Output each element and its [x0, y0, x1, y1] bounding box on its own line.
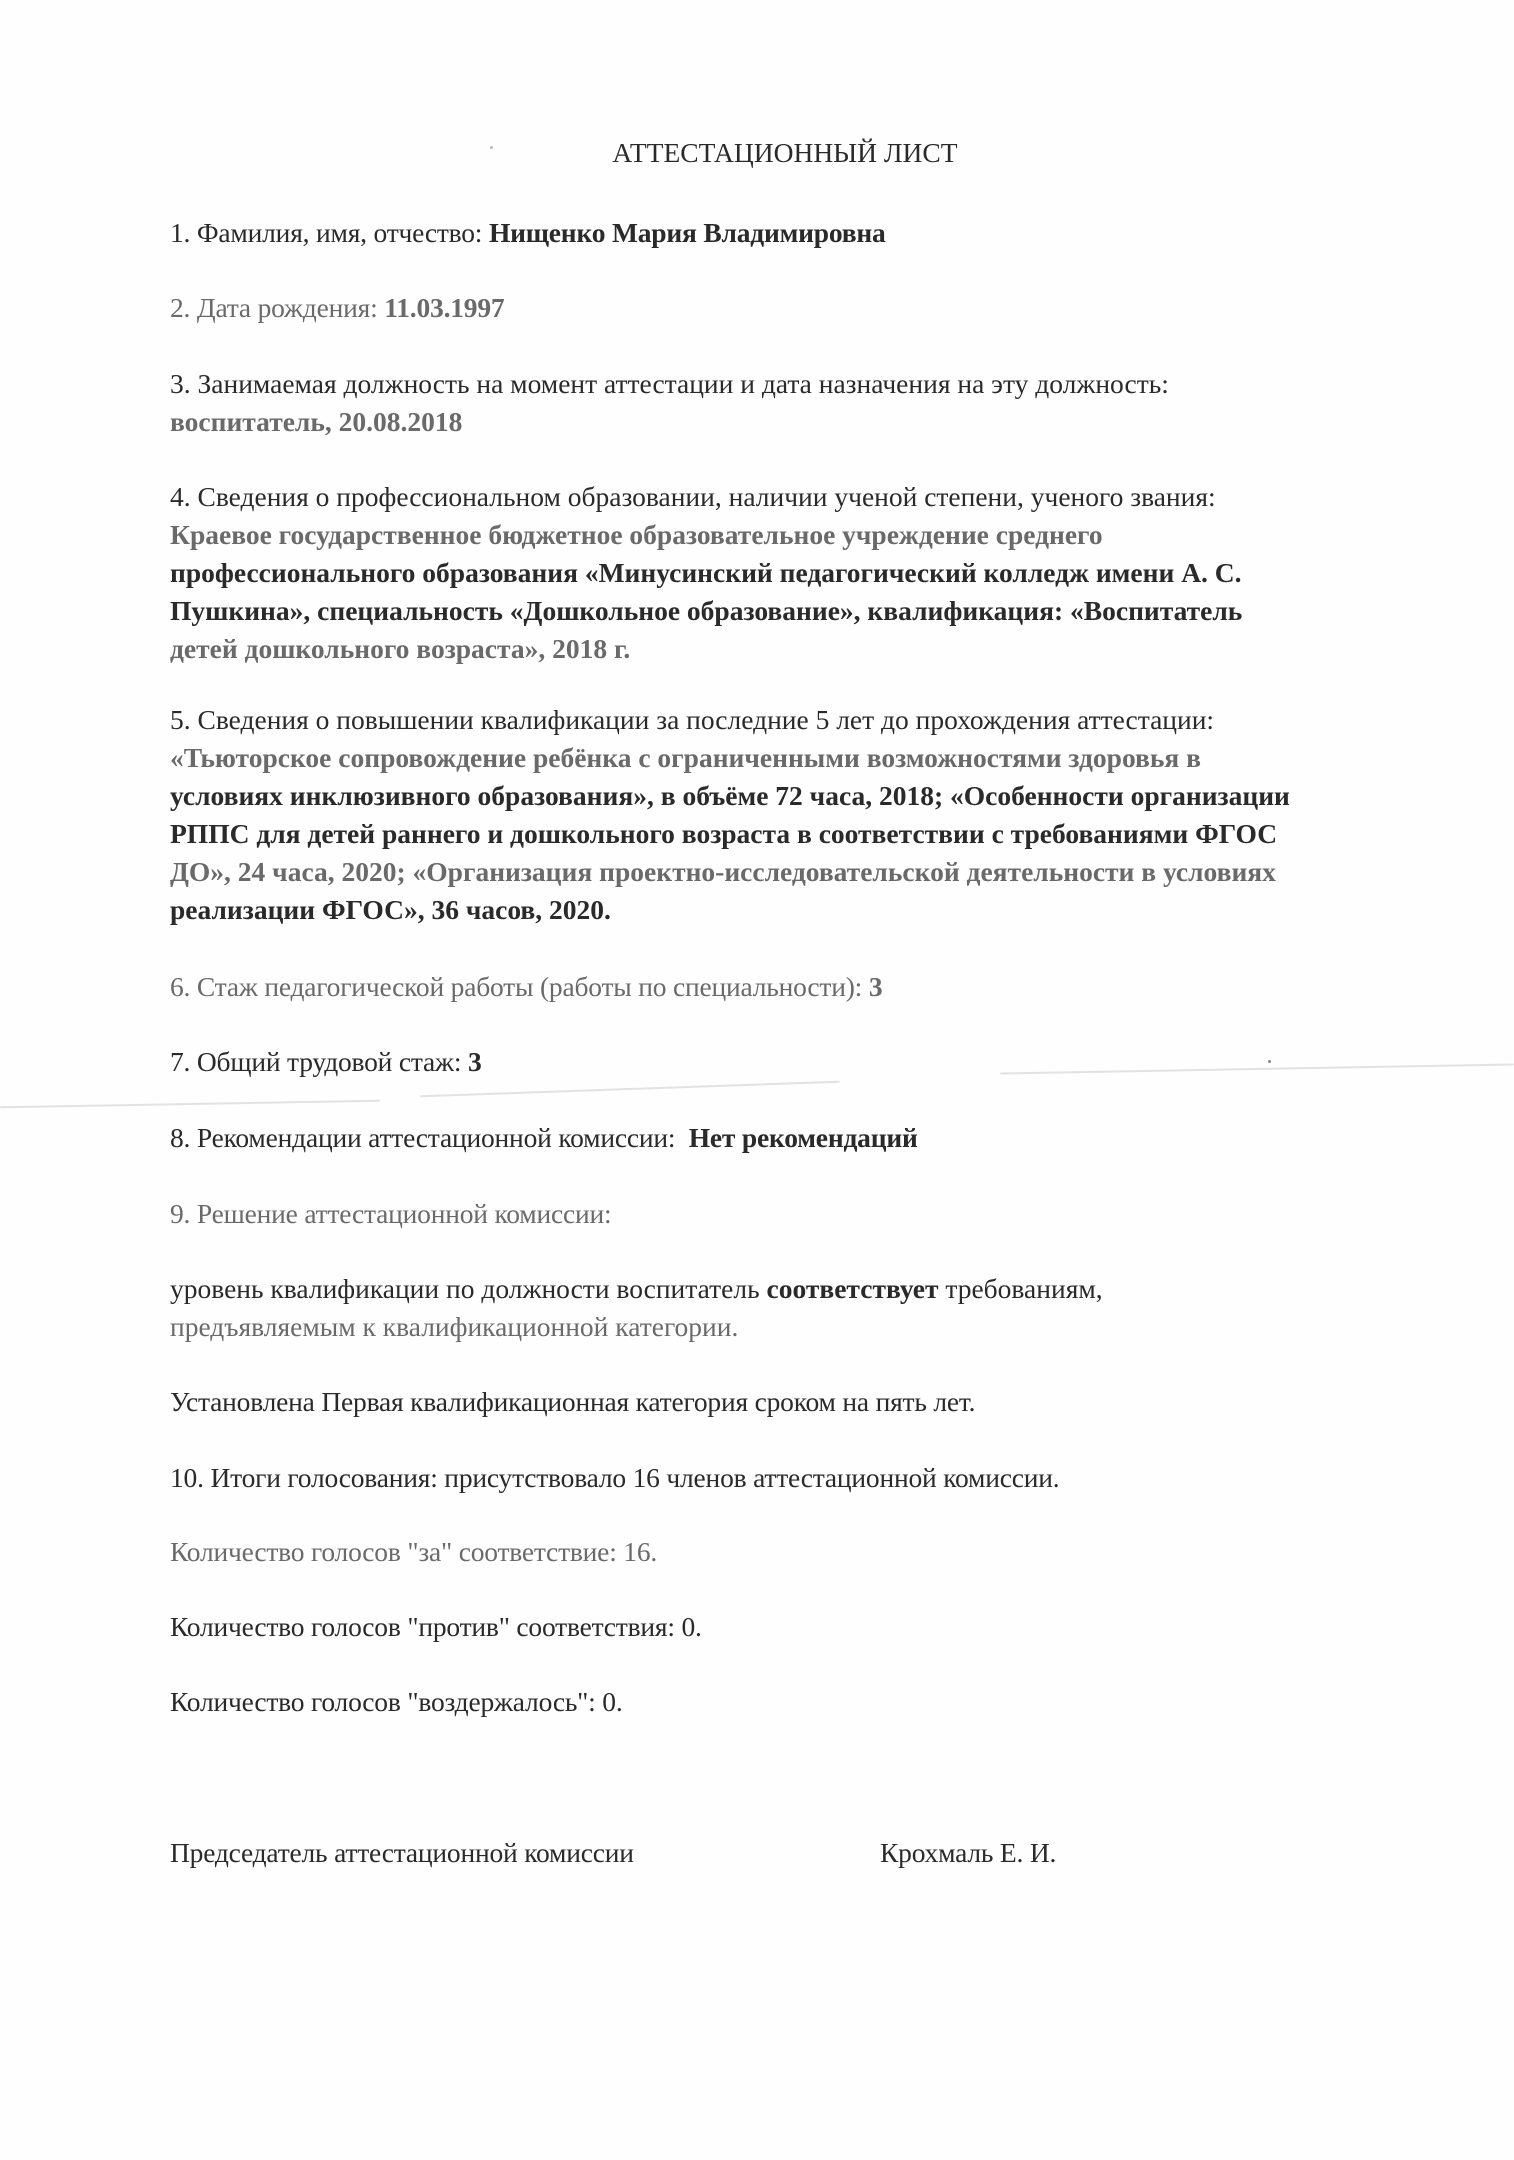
education-line: детей дошкольного возраста», 2018 г.: [170, 633, 631, 664]
voting-against: Количество голосов "против" соответствия: 0.: [170, 1611, 702, 1642]
decision-text: [170, 1270, 1440, 1346]
education-line: Пушкина», специальность «Дошкольное образование», квалификация: «Воспитатель: [170, 595, 1243, 626]
signature-role: Председатель аттестационной комиссии: [170, 1837, 634, 1868]
item-education: [170, 478, 1440, 668]
decision-line1-after: требованиям,: [945, 1273, 1103, 1304]
signature-name: Крохмаль Е. И.: [880, 1837, 1057, 1868]
total-experience-label: 7. Общий трудовой стаж:: [170, 1046, 462, 1077]
position-value: воспитатель, 20.08.2018: [170, 406, 463, 437]
voting-for: Количество голосов "за" соответствие: 16.: [170, 1536, 658, 1567]
scan-smudge: [420, 1081, 840, 1098]
scan-smudge: [0, 1100, 380, 1109]
item-decision-label: [170, 1195, 611, 1233]
education-line: профессионального образования «Минусинский педагогический колледж имени А. С.: [170, 557, 1242, 588]
item-birth: [170, 289, 504, 327]
ped-experience-value: 3: [868, 971, 883, 1002]
training-line: ДО», 24 часа, 2020; «Организация проектно-исследовательской деятельности в условиях: [170, 856, 1276, 887]
birth-value: 11.03.1997: [384, 292, 505, 323]
fio-value: Нищенко Мария Владимировна: [488, 217, 886, 248]
item-ped-experience: [170, 968, 882, 1006]
decision-label: 9. Решение аттестационной комиссии:: [170, 1198, 612, 1229]
recommendations-label: 8. Рекомендации аттестационной комиссии:: [170, 1122, 676, 1153]
training-line: «Тьюторское сопровождение ребёнка с ограниченными возможностями здоровья в: [170, 742, 1202, 773]
scan-speck: [490, 146, 493, 149]
birth-label: 2. Дата рождения:: [170, 292, 378, 323]
decision-category: Установлена Первая квалификационная категория сроком на пять лет.: [170, 1386, 976, 1417]
training-line: РППС для детей раннего и дошкольного возраста в соответствии с требованиями ФГОС: [170, 818, 1278, 849]
fio-label: 1. Фамилия, имя, отчество:: [170, 217, 483, 248]
decision-line2: предъявляемым к квалификационной категории.: [170, 1311, 739, 1342]
recommendations-value: Нет рекомендаций: [688, 1122, 918, 1153]
ped-experience-label: 6. Стаж педагогической работы (работы по специальности):: [170, 971, 863, 1002]
training-line: реализации ФГОС», 36 часов, 2020.: [170, 894, 611, 925]
title-text: АТТЕСТАЦИОННЫЙ ЛИСТ: [612, 137, 958, 168]
item-recommendations: [170, 1119, 918, 1157]
total-experience-value: 3: [467, 1046, 482, 1077]
voting-abstained: Количество голосов "воздержалось": 0.: [170, 1686, 623, 1717]
item-fio: [170, 214, 886, 252]
education-label: 4. Сведения о профессиональном образовании, наличии ученой степени, ученого звания:: [170, 481, 1216, 512]
decision-line1-before: уровень квалификации по должности воспитатель: [170, 1273, 760, 1304]
training-label: 5. Сведения о повышении квалификации за последние 5 лет до прохождения аттестации:: [170, 704, 1215, 735]
document-title: [0, 137, 1514, 169]
decision-line1-bold: соответствует: [766, 1273, 939, 1304]
position-label: 3. Занимаемая должность на момент аттестации и дата назначения на эту должность:: [170, 368, 1169, 399]
training-line: условиях инклюзивного образования», в объёме 72 часа, 2018; «Особенности организации: [170, 780, 1290, 811]
item-total-experience: [170, 1043, 482, 1081]
education-line: Краевое государственное бюджетное образовательное учреждение среднего: [170, 519, 1103, 550]
scan-smudge: [1000, 1064, 1514, 1075]
voting-label: 10. Итоги голосования: присутствовало 16 членов аттестационной комиссии.: [170, 1462, 1060, 1493]
item-training: [170, 701, 1440, 929]
scan-speck: [1268, 1060, 1271, 1063]
item-position: [170, 365, 1440, 441]
